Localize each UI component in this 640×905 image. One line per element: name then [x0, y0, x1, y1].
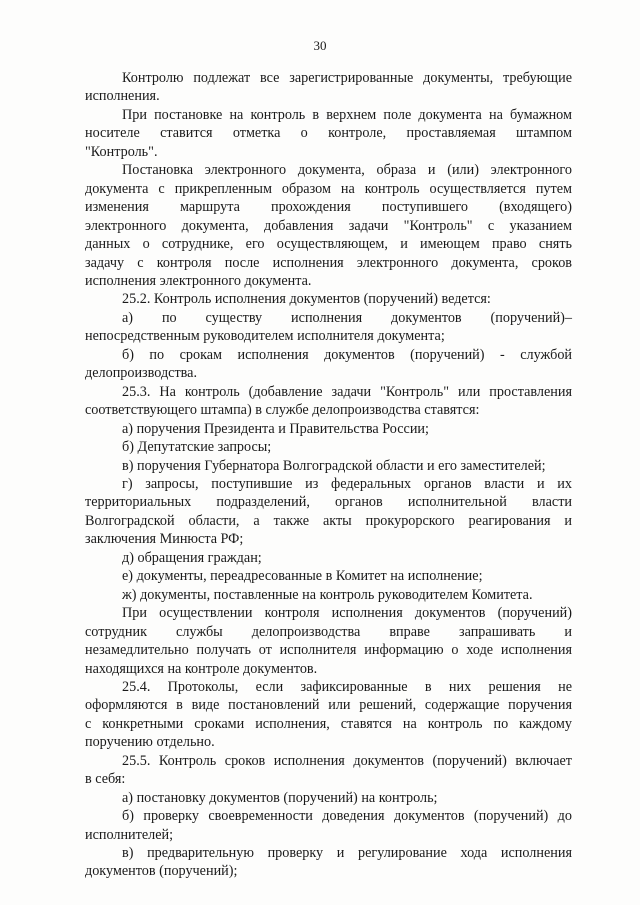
text-line: 25.3. На контроль (добавление задачи "Контроль" или проставления — [122, 383, 572, 400]
paragraph — [85, 549, 572, 567]
paragraph — [85, 604, 572, 678]
paragraph — [85, 309, 572, 346]
text-line: "Контроль". — [85, 143, 158, 160]
text-line: При осуществлении контроля исполнения документов (поручений) — [122, 605, 572, 622]
text-line: 25.4. Протоколы, если зафиксированные в них решения не — [122, 678, 572, 695]
text-line: г) запросы, поступившие из федеральных органов власти и их — [122, 475, 572, 492]
text-line: находящихся на контроле документов. — [85, 660, 318, 677]
text-line: ж) документы, поставленные на контроль руководителем Комитета. — [122, 586, 533, 603]
text-line: а) постановку документов (поручений) на контроль; — [122, 789, 438, 806]
text-line: носителе ставится отметка о контроле, проставляемая штампом — [85, 125, 572, 142]
text-line: д) обращения граждан; — [122, 549, 262, 566]
text-line: а) по существу исполнения документов (поручений)– — [122, 309, 572, 326]
text-line: исполнения электронного документа. — [85, 272, 312, 289]
paragraph — [85, 346, 572, 383]
text-line: Волгоградской области, а также акты прокурорского реагирования и — [85, 512, 572, 529]
text-line: с конкретными сроками исполнения, ставятся на контроль по каждому — [85, 715, 572, 732]
text-line: е) документы, переадресованные в Комитет на исполнение; — [122, 568, 483, 585]
text-line: б) проверку своевременности доведения документов (поручений) до — [122, 808, 572, 825]
paragraph — [85, 586, 572, 604]
paragraph — [85, 106, 572, 161]
text-line: 25.5. Контроль сроков исполнения документов (поручений) включает — [122, 752, 572, 769]
paragraph — [85, 420, 572, 438]
text-line: Постановка электронного документа, образа и (или) электронного — [122, 162, 572, 179]
text-line: документа с прикрепленным образом на контроль осуществляется путем — [85, 180, 572, 197]
text-line: б) по срокам исполнения документов (поручений) - службой — [122, 346, 572, 363]
paragraph — [85, 161, 572, 290]
paragraph — [85, 383, 572, 420]
paragraph — [85, 457, 572, 475]
text-line: заключения Минюста РФ; — [85, 531, 244, 548]
document-body — [85, 69, 572, 881]
text-line: оформляются в виде постановлений или решений, содержащие поручения — [85, 697, 572, 714]
text-line: б) Депутатские запросы; — [122, 439, 272, 456]
text-line: территориальных подразделений, органов исполнительной власти — [85, 494, 572, 511]
text-line: непосредственным руководителем исполнителя документа; — [85, 328, 445, 345]
paragraph — [85, 567, 572, 585]
paragraph — [85, 475, 572, 549]
paragraph — [85, 789, 572, 807]
text-line: в себя: — [85, 771, 126, 788]
text-line: в) поручения Губернатора Волгоградской области и его заместителей; — [122, 457, 546, 474]
text-line: поручению отдельно. — [85, 734, 215, 751]
text-line: делопроизводства. — [85, 365, 198, 382]
text-line: задачу с контроля после исполнения электронного документа, сроков — [85, 254, 572, 271]
text-line: Контролю подлежат все зарегистрированные документы, требующие — [122, 70, 572, 86]
text-line: исполнения. — [85, 88, 160, 105]
paragraph — [85, 69, 572, 106]
text-line: исполнителей; — [85, 826, 174, 843]
text-line: 25.2. Контроль исполнения документов (поручений) ведется: — [122, 291, 491, 308]
paragraph — [85, 807, 572, 844]
text-line: данных о сотруднике, его осуществляющем, и имеющем право снять — [85, 236, 572, 253]
text-line: сотрудник службы делопроизводства вправе запрашивать и — [85, 623, 572, 640]
paragraph — [85, 678, 572, 752]
text-line: При постановке на контроль в верхнем поле документа на бумажном — [122, 106, 572, 123]
text-line: в) предварительную проверку и регулирование хода исполнения — [122, 845, 572, 862]
text-line: электронного документа, добавления задачи "Контроль" с указанием — [85, 217, 572, 234]
text-line: соответствующего штампа) в службе делопроизводства ставятся: — [85, 402, 480, 419]
text-line: незамедлительно получать от исполнителя информацию о ходе исполнения — [85, 642, 572, 659]
text-line: изменения маршрута прохождения поступившего (входящего) — [85, 199, 572, 216]
paragraph — [85, 290, 572, 308]
paragraph — [85, 752, 572, 789]
page-number: 30 — [313, 38, 327, 53]
text-line: документов (поручений); — [85, 863, 238, 880]
text-line: а) поручения Президента и Правительства России; — [122, 420, 429, 437]
paragraph — [85, 438, 572, 456]
paragraph — [85, 844, 572, 881]
